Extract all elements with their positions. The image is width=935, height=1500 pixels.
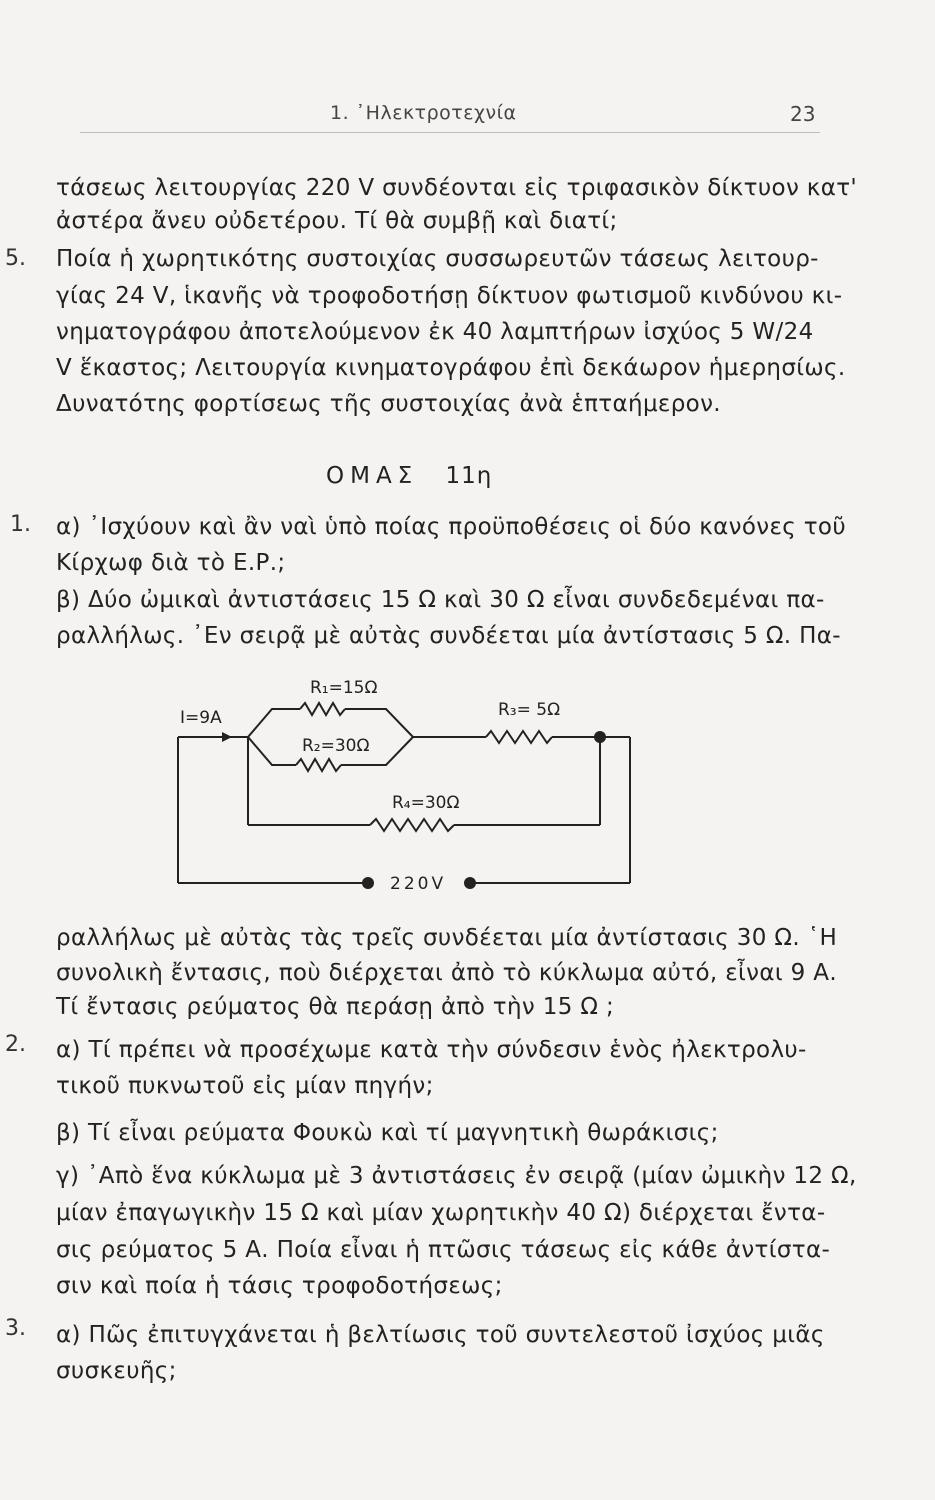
r1-resistor xyxy=(300,703,345,715)
text-line: τικοῦ πυκνωτοῦ εἰς μίαν πηγήν; xyxy=(56,1073,434,1099)
group-heading-number: 11η xyxy=(445,463,493,489)
group-heading xyxy=(326,463,492,489)
header-rule xyxy=(80,132,820,133)
r2-branch-wire xyxy=(248,737,296,765)
text-line: β) Δύο ὠμικαὶ ἀντιστάσεις 15 Ω καὶ 30 Ω εἶναι συνδεδεμέναι πα- xyxy=(56,587,825,613)
text-line: ραλλήλως μὲ αὐτὰς τὰς τρεῖς συνδέεται μία ἀντίστασις 30 Ω. ῾Η xyxy=(56,925,838,951)
r3-label: R₃= 5Ω xyxy=(498,700,561,720)
text-line: σις ρεύματος 5 Α. Ποία εἶναι ἡ πτῶσις τάσεως εἰς κάθε ἀντίστα- xyxy=(56,1237,831,1263)
question-number: 3. xyxy=(5,1316,26,1341)
text-line: Δυνατότης φορτίσεως τῆς συστοιχίας ἀνὰ ἑπταήμερον. xyxy=(56,391,721,417)
r4-resistor xyxy=(370,819,454,831)
r1-branch-wire xyxy=(248,709,300,737)
question-number: 5. xyxy=(5,246,26,271)
text-line: γ) ᾿Απὸ ἕνα κύκλωμα μὲ 3 ἀντιστάσεις ἐν σειρᾷ (μίαν ὠμικὴν 12 Ω, xyxy=(56,1163,857,1189)
text-line: μίαν ἐπαγωγικὴν 15 Ω καὶ μίαν χωρητικὴν 40 Ω) διέρχεται ἔντα- xyxy=(56,1200,826,1226)
source-terminal xyxy=(465,878,475,888)
text-line: α) ᾿Ισχύουν καὶ ἂν ναὶ ὑπὸ ποίας προϋποθέσεις οἱ δύο κανόνες τοῦ xyxy=(56,514,847,540)
text-line: συσκευῆς; xyxy=(56,1358,177,1384)
text-line: α) Τί πρέπει νὰ προσέχωμε κατὰ τὴν σύνδεσιν ἑνὸς ἠλεκτρολυ- xyxy=(56,1037,807,1063)
text-line: α) Πῶς ἐπιτυγχάνεται ἡ βελτίωσις τοῦ συντελεστοῦ ἰσχύος μιᾶς xyxy=(56,1322,825,1348)
r4-label: R₄=30Ω xyxy=(392,793,460,813)
text-line: Τί ἔντασις ρεύματος θὰ περάσῃ ἀπὸ τὴν 15 Ω ; xyxy=(56,994,615,1020)
current-arrow xyxy=(222,732,232,742)
text-line: ραλλήλως. ᾿Εν σειρᾷ μὲ αὐτὰς συνδέεται μία ἀντίστασις 5 Ω. Πα- xyxy=(56,623,841,649)
running-header: 1. ᾿Ηλεκτροτεχνία xyxy=(330,102,517,124)
source-terminal xyxy=(363,878,373,888)
circuit-diagram xyxy=(160,665,640,900)
page-number: 23 xyxy=(790,102,816,126)
text-line: σιν καὶ ποία ἡ τάσις τροφοδοτήσεως; xyxy=(56,1273,503,1299)
source-voltage-label: 220V xyxy=(390,874,447,894)
text-line: νηματογράφου ἀποτελούμενον ἐκ 40 λαμπτήρων ἰσχύος 5 W/24 xyxy=(56,319,814,345)
text-line: συνολικὴ ἔντασις, ποὺ διέρχεται ἀπὸ τὸ κύκλωμα αὐτό, εἶναι 9 Α. xyxy=(56,960,838,986)
text-line: Κίρχωφ διὰ τὸ Ε.Ρ.; xyxy=(56,550,286,576)
text-line: ἀστέρα ἄνευ οὐδετέρου. Τί θὰ συμβῇ καὶ διατί; xyxy=(56,208,618,234)
r1-branch-wire xyxy=(345,709,413,737)
current-label: I=9A xyxy=(180,708,222,728)
question-number: 1. xyxy=(10,512,31,537)
r3-resistor xyxy=(486,731,552,743)
text-line: β) Τί εἶναι ρεύματα Φουκὼ καὶ τί μαγνητικὴ θωράκισις; xyxy=(56,1120,719,1146)
group-heading-word: ΟΜΑΣ xyxy=(326,463,419,489)
text-line: γίας 24 V, ἱκανῆς νὰ τροφοδοτήσῃ δίκτυον φωτισμοῦ κινδύνου κι- xyxy=(56,283,843,309)
text-line: τάσεως λειτουργίας 220 V συνδέονται εἰς τριφασικὸν δίκτυον κατ' xyxy=(56,175,858,201)
text-line: Ποία ἡ χωρητικότης συστοιχίας συσσωρευτῶν τάσεως λειτουρ- xyxy=(56,246,819,272)
text-line: V ἕκαστος; Λειτουργία κινηματογράφου ἐπὶ δεκάωρον ἡμερησίως. xyxy=(56,355,846,381)
question-number: 2. xyxy=(5,1032,26,1057)
r2-resistor xyxy=(296,759,341,771)
r2-label: R₂=30Ω xyxy=(302,736,370,756)
r1-label: R₁=15Ω xyxy=(310,678,378,698)
